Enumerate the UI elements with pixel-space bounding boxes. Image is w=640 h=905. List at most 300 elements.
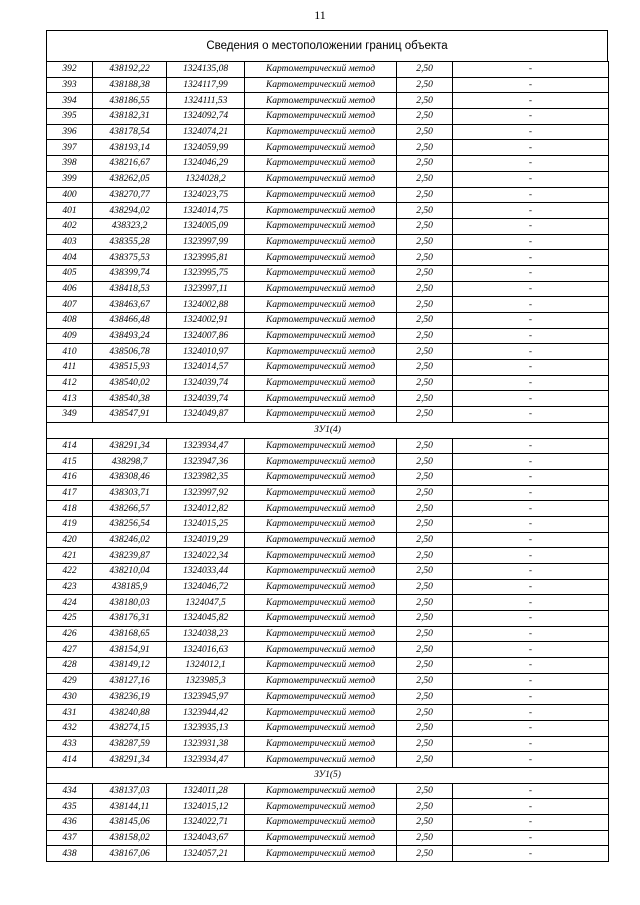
description-cell: - [453,658,609,674]
method-cell: Картометрический метод [245,516,397,532]
table-row [47,313,609,329]
method-cell: Картометрический метод [245,313,397,329]
table-row [47,720,609,736]
accuracy-cell: 2,50 [397,344,453,360]
point-number-cell: 414 [47,438,93,454]
table-row [47,642,609,658]
method-cell: Картометрический метод [245,658,397,674]
method-cell: Картометрический метод [245,109,397,125]
y-coordinate-cell: 1324039,74 [167,375,245,391]
point-number-cell: 411 [47,360,93,376]
description-cell: - [453,62,609,78]
description-cell: - [453,203,609,219]
table-row [47,485,609,501]
accuracy-cell: 2,50 [397,736,453,752]
method-cell: Картометрический метод [245,548,397,564]
accuracy-cell: 2,50 [397,752,453,768]
x-coordinate-cell: 438375,53 [93,250,167,266]
table-row [47,344,609,360]
x-coordinate-cell: 438158,02 [93,830,167,846]
point-number-cell: 428 [47,658,93,674]
method-cell: Картометрический метод [245,830,397,846]
table-row [47,77,609,93]
y-coordinate-cell: 1323985,3 [167,673,245,689]
description-cell: - [453,454,609,470]
method-cell: Картометрический метод [245,218,397,234]
y-coordinate-cell: 1324015,12 [167,799,245,815]
point-number-cell: 420 [47,532,93,548]
table-row [47,830,609,846]
method-cell: Картометрический метод [245,564,397,580]
description-cell: - [453,830,609,846]
y-coordinate-cell: 1323995,75 [167,265,245,281]
method-cell: Картометрический метод [245,265,397,281]
method-cell: Картометрический метод [245,124,397,140]
accuracy-cell: 2,50 [397,720,453,736]
x-coordinate-cell: 438192,22 [93,62,167,78]
point-number-cell: 424 [47,595,93,611]
accuracy-cell: 2,50 [397,234,453,250]
y-coordinate-cell: 1324014,57 [167,360,245,376]
description-cell: - [453,250,609,266]
accuracy-cell: 2,50 [397,485,453,501]
point-number-cell: 418 [47,501,93,517]
method-cell: Картометрический метод [245,595,397,611]
table-row [47,673,609,689]
accuracy-cell: 2,50 [397,799,453,815]
y-coordinate-cell: 1324046,72 [167,579,245,595]
y-coordinate-cell: 1324045,82 [167,611,245,627]
accuracy-cell: 2,50 [397,360,453,376]
point-number-cell: 393 [47,77,93,93]
description-cell: - [453,626,609,642]
description-cell: - [453,265,609,281]
x-coordinate-cell: 438182,31 [93,109,167,125]
accuracy-cell: 2,50 [397,438,453,454]
accuracy-cell: 2,50 [397,454,453,470]
point-number-cell: 404 [47,250,93,266]
table-row [47,93,609,109]
description-cell: - [453,297,609,313]
point-number-cell: 417 [47,485,93,501]
point-number-cell: 436 [47,815,93,831]
accuracy-cell: 2,50 [397,313,453,329]
method-cell: Картометрический метод [245,611,397,627]
y-coordinate-cell: 1324007,86 [167,328,245,344]
table-row [47,265,609,281]
x-coordinate-cell: 438308,46 [93,469,167,485]
x-coordinate-cell: 438236,19 [93,689,167,705]
page-number: 11 [314,8,326,22]
accuracy-cell: 2,50 [397,783,453,799]
x-coordinate-cell: 438291,34 [93,438,167,454]
point-number-cell: 406 [47,281,93,297]
description-cell: - [453,548,609,564]
x-coordinate-cell: 438145,06 [93,815,167,831]
y-coordinate-cell: 1324046,29 [167,156,245,172]
point-number-cell: 394 [47,93,93,109]
description-cell: - [453,187,609,203]
accuracy-cell: 2,50 [397,611,453,627]
point-number-cell: 435 [47,799,93,815]
y-coordinate-cell: 1324074,21 [167,124,245,140]
description-cell: - [453,281,609,297]
description-cell: - [453,783,609,799]
y-coordinate-cell: 1324028,2 [167,171,245,187]
x-coordinate-cell: 438168,65 [93,626,167,642]
y-coordinate-cell: 1324038,23 [167,626,245,642]
x-coordinate-cell: 438178,54 [93,124,167,140]
description-cell: - [453,313,609,329]
point-number-cell: 421 [47,548,93,564]
method-cell: Картометрический метод [245,642,397,658]
point-number-cell: 412 [47,375,93,391]
accuracy-cell: 2,50 [397,187,453,203]
accuracy-cell: 2,50 [397,218,453,234]
method-cell: Картометрический метод [245,720,397,736]
table-row [47,297,609,313]
y-coordinate-cell: 1324043,67 [167,830,245,846]
y-coordinate-cell: 1323934,47 [167,752,245,768]
y-coordinate-cell: 1323935,13 [167,720,245,736]
y-coordinate-cell: 1324010,97 [167,344,245,360]
point-number-cell: 400 [47,187,93,203]
table-row [47,516,609,532]
table-row [47,454,609,470]
y-coordinate-cell: 1324033,44 [167,564,245,580]
table-row [47,407,609,423]
description-cell: - [453,407,609,423]
point-number-cell: 415 [47,454,93,470]
point-number-cell: 431 [47,705,93,721]
accuracy-cell: 2,50 [397,658,453,674]
coordinates-table [46,61,609,862]
description-cell: - [453,391,609,407]
y-coordinate-cell: 1323995,81 [167,250,245,266]
point-number-cell: 399 [47,171,93,187]
accuracy-cell: 2,50 [397,564,453,580]
accuracy-cell: 2,50 [397,689,453,705]
accuracy-cell: 2,50 [397,109,453,125]
x-coordinate-cell: 438540,38 [93,391,167,407]
point-number-cell: 425 [47,611,93,627]
accuracy-cell: 2,50 [397,626,453,642]
method-cell: Картометрический метод [245,783,397,799]
description-cell: - [453,516,609,532]
y-coordinate-cell: 1324039,74 [167,391,245,407]
description-cell: - [453,124,609,140]
point-number-cell: 414 [47,752,93,768]
accuracy-cell: 2,50 [397,265,453,281]
y-coordinate-cell: 1324059,99 [167,140,245,156]
method-cell: Картометрический метод [245,815,397,831]
description-cell: - [453,752,609,768]
point-number-cell: 437 [47,830,93,846]
table-row [47,391,609,407]
description-cell: - [453,689,609,705]
accuracy-cell: 2,50 [397,579,453,595]
x-coordinate-cell: 438463,67 [93,297,167,313]
table-row [47,501,609,517]
point-number-cell: 405 [47,265,93,281]
x-coordinate-cell: 438547,91 [93,407,167,423]
y-coordinate-cell: 1324047,5 [167,595,245,611]
description-cell: - [453,501,609,517]
x-coordinate-cell: 438210,04 [93,564,167,580]
accuracy-cell: 2,50 [397,77,453,93]
table-row [47,140,609,156]
description-cell: - [453,595,609,611]
y-coordinate-cell: 1324049,87 [167,407,245,423]
accuracy-cell: 2,50 [397,156,453,172]
x-coordinate-cell: 438262,05 [93,171,167,187]
method-cell: Картометрический метод [245,234,397,250]
point-number-cell: 422 [47,564,93,580]
y-coordinate-cell: 1324022,71 [167,815,245,831]
section-label: ЗУ1(5) [47,767,609,783]
description-cell: - [453,485,609,501]
point-number-cell: 397 [47,140,93,156]
x-coordinate-cell: 438287,59 [93,736,167,752]
method-cell: Картометрический метод [245,532,397,548]
description-cell: - [453,815,609,831]
y-coordinate-cell: 1323947,36 [167,454,245,470]
y-coordinate-cell: 1324023,75 [167,187,245,203]
description-cell: - [453,93,609,109]
description-cell: - [453,77,609,93]
point-number-cell: 438 [47,846,93,862]
method-cell: Картометрический метод [245,689,397,705]
description-cell: - [453,156,609,172]
x-coordinate-cell: 438256,54 [93,516,167,532]
y-coordinate-cell: 1324117,99 [167,77,245,93]
y-coordinate-cell: 1324002,91 [167,313,245,329]
section-row [47,422,609,438]
point-number-cell: 409 [47,328,93,344]
y-coordinate-cell: 1323997,11 [167,281,245,297]
method-cell: Картометрический метод [245,281,397,297]
method-cell: Картометрический метод [245,579,397,595]
table-row [47,783,609,799]
table-row [47,328,609,344]
y-coordinate-cell: 1324019,29 [167,532,245,548]
description-cell: - [453,375,609,391]
accuracy-cell: 2,50 [397,548,453,564]
table-row [47,846,609,862]
method-cell: Картометрический метод [245,799,397,815]
accuracy-cell: 2,50 [397,203,453,219]
description-cell: - [453,799,609,815]
accuracy-cell: 2,50 [397,501,453,517]
x-coordinate-cell: 438274,15 [93,720,167,736]
description-cell: - [453,579,609,595]
table-row [47,799,609,815]
table-row [47,658,609,674]
accuracy-cell: 2,50 [397,469,453,485]
x-coordinate-cell: 438515,93 [93,360,167,376]
point-number-cell: 429 [47,673,93,689]
accuracy-cell: 2,50 [397,171,453,187]
table-row [47,438,609,454]
table-row [47,250,609,266]
method-cell: Картометрический метод [245,203,397,219]
point-number-cell: 410 [47,344,93,360]
table-row [47,124,609,140]
accuracy-cell: 2,50 [397,815,453,831]
description-cell: - [453,564,609,580]
accuracy-cell: 2,50 [397,391,453,407]
point-number-cell: 407 [47,297,93,313]
description-cell: - [453,218,609,234]
y-coordinate-cell: 1324012,1 [167,658,245,674]
accuracy-cell: 2,50 [397,328,453,344]
table-row [47,234,609,250]
method-cell: Картометрический метод [245,846,397,862]
x-coordinate-cell: 438137,03 [93,783,167,799]
accuracy-cell: 2,50 [397,124,453,140]
description-cell: - [453,109,609,125]
accuracy-cell: 2,50 [397,375,453,391]
point-number-cell: 432 [47,720,93,736]
method-cell: Картометрический метод [245,93,397,109]
point-number-cell: 416 [47,469,93,485]
table-row [47,626,609,642]
method-cell: Картометрический метод [245,187,397,203]
table-row [47,469,609,485]
method-cell: Картометрический метод [245,485,397,501]
table-row [47,611,609,627]
method-cell: Картометрический метод [245,250,397,266]
x-coordinate-cell: 438266,57 [93,501,167,517]
method-cell: Картометрический метод [245,62,397,78]
x-coordinate-cell: 438127,16 [93,673,167,689]
y-coordinate-cell: 1323934,47 [167,438,245,454]
y-coordinate-cell: 1324022,34 [167,548,245,564]
point-number-cell: 398 [47,156,93,172]
method-cell: Картометрический метод [245,140,397,156]
y-coordinate-cell: 1323945,97 [167,689,245,705]
x-coordinate-cell: 438355,28 [93,234,167,250]
table-row [47,736,609,752]
method-cell: Картометрический метод [245,344,397,360]
method-cell: Картометрический метод [245,438,397,454]
x-coordinate-cell: 438193,14 [93,140,167,156]
y-coordinate-cell: 1324014,75 [167,203,245,219]
x-coordinate-cell: 438540,02 [93,375,167,391]
description-cell: - [453,328,609,344]
point-number-cell: 401 [47,203,93,219]
method-cell: Картометрический метод [245,375,397,391]
x-coordinate-cell: 438493,24 [93,328,167,344]
point-number-cell: 426 [47,626,93,642]
x-coordinate-cell: 438144,11 [93,799,167,815]
point-number-cell: 413 [47,391,93,407]
method-cell: Картометрический метод [245,407,397,423]
accuracy-cell: 2,50 [397,62,453,78]
y-coordinate-cell: 1323982,35 [167,469,245,485]
point-number-cell: 395 [47,109,93,125]
x-coordinate-cell: 438186,55 [93,93,167,109]
accuracy-cell: 2,50 [397,532,453,548]
method-cell: Картометрический метод [245,297,397,313]
y-coordinate-cell: 1323997,99 [167,234,245,250]
x-coordinate-cell: 438270,77 [93,187,167,203]
method-cell: Картометрический метод [245,328,397,344]
y-coordinate-cell: 1324012,82 [167,501,245,517]
x-coordinate-cell: 438188,38 [93,77,167,93]
accuracy-cell: 2,50 [397,830,453,846]
table-row [47,156,609,172]
table-row [47,752,609,768]
table-row [47,532,609,548]
point-number-cell: 392 [47,62,93,78]
description-cell: - [453,344,609,360]
point-number-cell: 408 [47,313,93,329]
description-cell: - [453,611,609,627]
x-coordinate-cell: 438154,91 [93,642,167,658]
table-row [47,187,609,203]
description-cell: - [453,673,609,689]
accuracy-cell: 2,50 [397,297,453,313]
table-row [47,595,609,611]
accuracy-cell: 2,50 [397,642,453,658]
table-row [47,579,609,595]
x-coordinate-cell: 438239,87 [93,548,167,564]
accuracy-cell: 2,50 [397,595,453,611]
table-row [47,548,609,564]
method-cell: Картометрический метод [245,77,397,93]
method-cell: Картометрический метод [245,673,397,689]
accuracy-cell: 2,50 [397,673,453,689]
description-cell: - [453,171,609,187]
accuracy-cell: 2,50 [397,516,453,532]
y-coordinate-cell: 1324005,09 [167,218,245,234]
point-number-cell: 434 [47,783,93,799]
point-number-cell: 423 [47,579,93,595]
x-coordinate-cell: 438167,06 [93,846,167,862]
x-coordinate-cell: 438216,67 [93,156,167,172]
x-coordinate-cell: 438418,53 [93,281,167,297]
x-coordinate-cell: 438176,31 [93,611,167,627]
x-coordinate-cell: 438323,2 [93,218,167,234]
method-cell: Картометрический метод [245,171,397,187]
description-cell: - [453,360,609,376]
table-row [47,218,609,234]
method-cell: Картометрический метод [245,360,397,376]
table-row [47,203,609,219]
y-coordinate-cell: 1324011,28 [167,783,245,799]
table-row [47,689,609,705]
table-row [47,281,609,297]
accuracy-cell: 2,50 [397,407,453,423]
description-cell: - [453,720,609,736]
y-coordinate-cell: 1324057,21 [167,846,245,862]
x-coordinate-cell: 438466,48 [93,313,167,329]
accuracy-cell: 2,50 [397,281,453,297]
x-coordinate-cell: 438399,74 [93,265,167,281]
y-coordinate-cell: 1323931,38 [167,736,245,752]
accuracy-cell: 2,50 [397,140,453,156]
x-coordinate-cell: 438506,78 [93,344,167,360]
accuracy-cell: 2,50 [397,250,453,266]
y-coordinate-cell: 1323997,92 [167,485,245,501]
table-row [47,815,609,831]
method-cell: Картометрический метод [245,752,397,768]
accuracy-cell: 2,50 [397,705,453,721]
point-number-cell: 403 [47,234,93,250]
y-coordinate-cell: 1324015,25 [167,516,245,532]
section-row [47,767,609,783]
